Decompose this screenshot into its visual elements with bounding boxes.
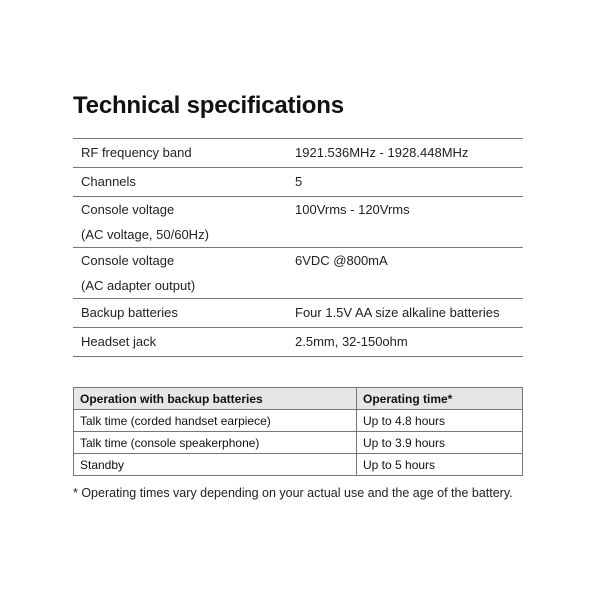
spec-value-line: 1921.536MHz - 1928.448MHz	[295, 145, 469, 160]
spec-value	[295, 248, 523, 298]
table-cell: Talk time (console speakerphone)	[74, 432, 357, 454]
column-header: Operation with backup batteries	[74, 388, 357, 410]
spec-name	[73, 197, 295, 247]
table-row	[74, 432, 523, 454]
spec-name	[73, 248, 295, 298]
spec-name-line: (AC adapter output)	[81, 278, 196, 293]
table-header-row	[74, 388, 523, 410]
spec-value	[295, 139, 523, 167]
spec-name	[73, 299, 295, 327]
spec-name	[73, 139, 295, 167]
operating-time-table	[73, 387, 523, 476]
page-title: Technical specifications	[73, 92, 344, 119]
spec-name-line: Backup batteries	[81, 305, 178, 320]
spec-name-line: Console voltage	[81, 202, 175, 217]
spec-name-line: Channels	[81, 174, 136, 189]
spec-name-line: (AC voltage, 50/60Hz)	[81, 227, 209, 242]
table-cell: Up to 3.9 hours	[357, 432, 523, 454]
spec-row	[73, 328, 523, 357]
spec-value-line: 2.5mm, 32-150ohm	[295, 334, 408, 349]
table-cell: Up to 5 hours	[357, 454, 523, 476]
table-cell: Talk time (corded handset earpiece)	[74, 410, 357, 432]
column-header: Operating time*	[357, 388, 523, 410]
spec-name-line: Console voltage	[81, 253, 175, 268]
spec-row	[73, 168, 523, 197]
table-cell: Standby	[74, 454, 357, 476]
spec-value	[295, 328, 523, 356]
spec-value-line: Four 1.5V AA size alkaline batteries	[295, 305, 500, 320]
spec-value-line: 6VDC @800mA	[295, 253, 388, 268]
table-cell: Up to 4.8 hours	[357, 410, 523, 432]
spec-name	[73, 168, 295, 196]
table-row	[74, 454, 523, 476]
table-row	[74, 410, 523, 432]
spec-value-line: 5	[295, 174, 303, 189]
spec-row	[73, 299, 523, 328]
spec-name-line: Headset jack	[81, 334, 157, 349]
spec-row	[73, 139, 523, 168]
footnote: * Operating times vary depending on your actual use and the age of the battery.	[73, 486, 513, 500]
specifications-table	[73, 138, 523, 357]
spec-value-line: 100Vrms - 120Vrms	[295, 202, 410, 217]
spec-value	[295, 299, 523, 327]
spec-row	[73, 248, 523, 299]
spec-name	[73, 328, 295, 356]
spec-row	[73, 197, 523, 248]
spec-value	[295, 168, 523, 196]
spec-name-line: RF frequency band	[81, 145, 192, 160]
spec-value	[295, 197, 523, 247]
